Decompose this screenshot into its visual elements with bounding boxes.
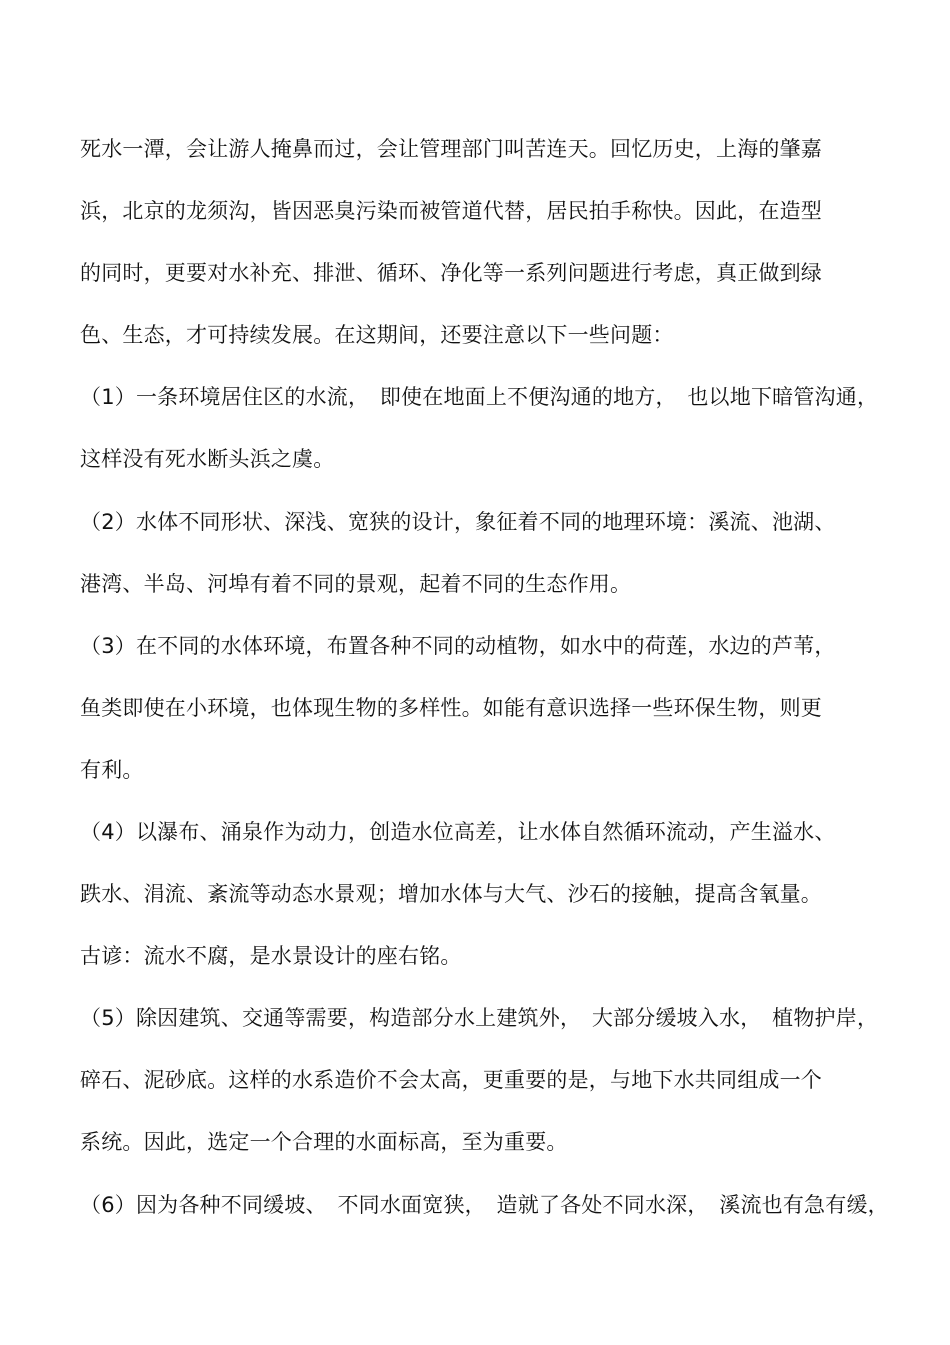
text-line: 鱼类即使在小环境，也体现生物的多样性。如能有意识选择一些环保生物，则更 — [80, 696, 822, 720]
text-line: 港湾、半岛、河埠有着不同的景观，起着不同的生态作用。 — [80, 572, 632, 596]
text-line: 跌水、涓流、紊流等动态水景观；增加水体与大气、沙石的接触，提高含氧量。 — [80, 882, 822, 906]
list-item-1-line: （1）一条环境居住区的水流， 即使在地面上不便沟通的地方， 也以地下暗管沟通， — [80, 385, 879, 409]
text-line: 有利。 — [80, 758, 144, 782]
text-line: 色、生态，才可持续发展。在这期间，还要注意以下一些问题： — [80, 323, 674, 347]
list-item-2-line: （2）水体不同形状、深浅、宽狭的设计，象征着不同的地理环境：溪流、池湖、 — [80, 510, 836, 534]
list-item-5-line: （5）除因建筑、交通等需要，构造部分水上建筑外， 大部分缓坡入水， 植物护岸， — [80, 1006, 879, 1030]
list-item-6-line: （6）因为各种不同缓坡、 不同水面宽狭， 造就了各处不同水深， 溪流也有急有缓， — [80, 1193, 889, 1217]
text-line: 系统。因此，选定一个合理的水面标高，至为重要。 — [80, 1130, 568, 1154]
text-line: 古谚：流水不腐，是水景设计的座右铭。 — [80, 944, 462, 968]
text-line: 的同时，更要对水补充、排泄、循环、净化等一系列问题进行考虑，真正做到绿 — [80, 261, 822, 285]
text-line: 死水一潭，会让游人掩鼻而过，会让管理部门叫苦连天。回忆历史，上海的肇嘉 — [80, 137, 822, 161]
list-item-4-line: （4）以瀑布、涌泉作为动力，创造水位高差，让水体自然循环流动，产生溢水、 — [80, 820, 836, 844]
text-line: 这样没有死水断头浜之虞。 — [80, 447, 335, 471]
list-item-3-line: （3）在不同的水体环境，布置各种不同的动植物，如水中的荷莲，水边的芦苇， — [80, 634, 836, 658]
text-line: 浜，北京的龙须沟，皆因恶臭污染而被管道代替，居民拍手称快。因此，在造型 — [80, 199, 822, 223]
text-line: 碎石、泥砂底。这样的水系造价不会太高，更重要的是，与地下水共同组成一个 — [80, 1068, 822, 1092]
